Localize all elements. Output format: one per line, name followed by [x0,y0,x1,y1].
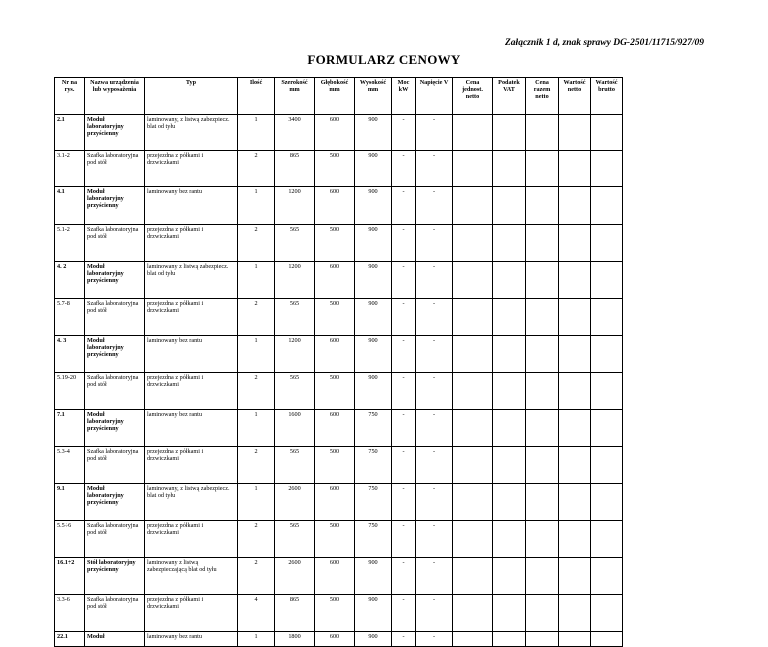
total-net [526,151,559,187]
power-kw: - [392,151,416,187]
quantity: 2 [238,299,275,336]
unit-price-net [453,447,493,484]
table-row [55,595,623,632]
quantity: 2 [238,558,275,595]
total-net [526,299,559,336]
item-type: przejezdna z półkami i drzwiczkami [145,299,238,336]
item-type: laminowany, z listwą zabezpiecz. blat od tyłu [145,115,238,151]
power-kw: - [392,299,416,336]
width-mm: 565 [275,373,315,410]
width-mm: 865 [275,151,315,187]
row-number: 22.1 [55,632,85,647]
value-net [559,373,591,410]
unit-price-net [453,595,493,632]
row-number: 5.5÷6 [55,521,85,558]
vat [493,262,526,299]
item-name: Moduł laboratoryjny przyścienny [85,410,145,447]
table-row [55,447,623,484]
item-name: Moduł laboratoryjny przyścienny [85,262,145,299]
height-mm: 750 [355,521,392,558]
unit-price-net [453,336,493,373]
depth-mm: 600 [315,336,355,373]
depth-mm: 500 [315,447,355,484]
depth-mm: 600 [315,632,355,647]
voltage-v: - [416,115,453,151]
item-type: laminowany z listwą zabezpiecz. blat od tyłu [145,262,238,299]
vat [493,225,526,262]
item-name: Szafka laboratoryjna pod stół [85,447,145,484]
width-mm: 1200 [275,336,315,373]
total-net [526,558,559,595]
table-row [55,373,623,410]
value-gross [591,373,623,410]
item-name: Moduł laboratoryjny przyścienny [85,115,145,151]
value-net [559,151,591,187]
depth-mm: 600 [315,115,355,151]
unit-price-net [453,225,493,262]
total-net [526,373,559,410]
power-kw: - [392,225,416,262]
vat [493,595,526,632]
width-mm: 565 [275,447,315,484]
vat [493,447,526,484]
power-kw: - [392,336,416,373]
quantity: 1 [238,336,275,373]
table-row [55,115,623,151]
voltage-v: - [416,484,453,521]
column-header: Wartość netto [559,78,591,115]
depth-mm: 500 [315,373,355,410]
value-gross [591,632,623,647]
power-kw: - [392,558,416,595]
quantity: 2 [238,151,275,187]
value-net [559,187,591,225]
item-type: przejezdna z półkami i drzwiczkami [145,595,238,632]
height-mm: 900 [355,632,392,647]
total-net [526,336,559,373]
depth-mm: 600 [315,187,355,225]
unit-price-net [453,262,493,299]
unit-price-net [453,410,493,447]
item-name: Szafka laboratoryjna pod stół [85,521,145,558]
column-header: Wysokość mm [355,78,392,115]
item-type: laminowany z listwą zabezpieczającą blat od tyłu [145,558,238,595]
row-number: 5.3-4 [55,447,85,484]
width-mm: 1200 [275,187,315,225]
item-type: laminowany bez rantu [145,336,238,373]
height-mm: 750 [355,447,392,484]
unit-price-net [453,187,493,225]
quantity: 2 [238,521,275,558]
item-type: przejezdna z półkami i drzwiczkami [145,151,238,187]
row-number: 9.1 [55,484,85,521]
depth-mm: 500 [315,225,355,262]
table-header-row [55,78,623,115]
value-net [559,115,591,151]
value-net [559,484,591,521]
power-kw: - [392,632,416,647]
voltage-v: - [416,632,453,647]
value-gross [591,521,623,558]
voltage-v: - [416,558,453,595]
item-type: przejezdna z półkami i drzwiczkami [145,225,238,262]
value-gross [591,447,623,484]
value-gross [591,336,623,373]
width-mm: 865 [275,595,315,632]
quantity: 1 [238,187,275,225]
voltage-v: - [416,410,453,447]
row-number: 7.1 [55,410,85,447]
table-row [55,187,623,225]
width-mm: 2600 [275,558,315,595]
table-row [55,225,623,262]
price-form-table [54,77,623,647]
item-name: Stół laboratoryjny przyścienny [85,558,145,595]
quantity: 1 [238,262,275,299]
quantity: 4 [238,595,275,632]
column-header: Ilość [238,78,275,115]
width-mm: 565 [275,299,315,336]
vat [493,373,526,410]
table-row [55,299,623,336]
column-header: Szerokość mm [275,78,315,115]
row-number: 2.1 [55,115,85,151]
value-net [559,632,591,647]
width-mm: 2600 [275,484,315,521]
unit-price-net [453,115,493,151]
total-net [526,410,559,447]
power-kw: - [392,115,416,151]
column-header: Typ [145,78,238,115]
voltage-v: - [416,373,453,410]
value-net [559,225,591,262]
vat [493,484,526,521]
total-net [526,187,559,225]
table-row [55,484,623,521]
quantity: 1 [238,484,275,521]
depth-mm: 600 [315,484,355,521]
value-net [559,447,591,484]
depth-mm: 600 [315,410,355,447]
item-name: Moduł laboratoryjny przyścienny [85,484,145,521]
row-number: 5.1-2 [55,225,85,262]
width-mm: 1800 [275,632,315,647]
height-mm: 900 [355,225,392,262]
height-mm: 900 [355,595,392,632]
value-gross [591,299,623,336]
column-header: Cena jednost. netto [453,78,493,115]
vat [493,521,526,558]
value-net [559,410,591,447]
row-number: 4. 2 [55,262,85,299]
quantity: 2 [238,225,275,262]
height-mm: 900 [355,299,392,336]
attachment-reference: Załącznik 1 d, znak sprawy DG-2501/11715/927/09 [505,38,704,48]
unit-price-net [453,299,493,336]
item-name: Szafka laboratoryjna pod stół [85,299,145,336]
item-type: laminowany bez rantu [145,187,238,225]
column-header: Nazwa urządzenia lub wyposażenia [85,78,145,115]
item-name: Moduł laboratoryjny przyścienny [85,336,145,373]
depth-mm: 600 [315,262,355,299]
depth-mm: 500 [315,595,355,632]
item-name: Szafka laboratoryjna pod stół [85,225,145,262]
vat [493,558,526,595]
item-type: laminowany bez rantu [145,632,238,647]
total-net [526,115,559,151]
value-net [559,336,591,373]
row-number: 3.3-6 [55,595,85,632]
item-name: Moduł laboratoryjny przyścienny [85,187,145,225]
height-mm: 900 [355,151,392,187]
width-mm: 1600 [275,410,315,447]
quantity: 1 [238,115,275,151]
value-net [559,521,591,558]
quantity: 2 [238,447,275,484]
unit-price-net [453,558,493,595]
table-row [55,336,623,373]
item-type: laminowany bez rantu [145,410,238,447]
height-mm: 900 [355,187,392,225]
item-type: przejezdna z półkami i drzwiczkami [145,373,238,410]
vat [493,187,526,225]
height-mm: 900 [355,115,392,151]
width-mm: 3400 [275,115,315,151]
total-net [526,521,559,558]
vat [493,336,526,373]
row-number: 3.1-2 [55,151,85,187]
vat [493,151,526,187]
value-gross [591,262,623,299]
voltage-v: - [416,336,453,373]
power-kw: - [392,595,416,632]
table-row [55,410,623,447]
value-gross [591,484,623,521]
value-net [559,558,591,595]
column-header: Napięcie V [416,78,453,115]
total-net [526,632,559,647]
row-number: 4.1 [55,187,85,225]
vat [493,632,526,647]
total-net [526,447,559,484]
total-net [526,262,559,299]
unit-price-net [453,521,493,558]
power-kw: - [392,262,416,299]
quantity: 1 [238,410,275,447]
value-net [559,299,591,336]
height-mm: 900 [355,262,392,299]
item-name: Szafka laboratoryjna pod stół [85,151,145,187]
vat [493,410,526,447]
width-mm: 565 [275,521,315,558]
unit-price-net [453,373,493,410]
voltage-v: - [416,299,453,336]
table-row [55,151,623,187]
voltage-v: - [416,187,453,225]
unit-price-net [453,151,493,187]
value-gross [591,187,623,225]
vat [493,299,526,336]
item-type: przejezdna z półkami i drzwiczkami [145,521,238,558]
depth-mm: 600 [315,558,355,595]
depth-mm: 500 [315,299,355,336]
width-mm: 565 [275,225,315,262]
power-kw: - [392,447,416,484]
height-mm: 750 [355,410,392,447]
width-mm: 1200 [275,262,315,299]
column-header: Cena razem netto [526,78,559,115]
value-gross [591,595,623,632]
power-kw: - [392,410,416,447]
value-net [559,262,591,299]
item-name: Moduł [85,632,145,647]
column-header: Moc kW [392,78,416,115]
value-gross [591,410,623,447]
quantity: 2 [238,373,275,410]
voltage-v: - [416,447,453,484]
power-kw: - [392,521,416,558]
table-row [55,521,623,558]
unit-price-net [453,632,493,647]
depth-mm: 500 [315,151,355,187]
height-mm: 750 [355,484,392,521]
item-name: Szafka laboratoryjna pod stół [85,373,145,410]
item-type: przejezdna z półkami i drzwiczkami [145,447,238,484]
vat [493,115,526,151]
height-mm: 900 [355,336,392,373]
table-row [55,632,623,647]
total-net [526,484,559,521]
total-net [526,225,559,262]
row-number: 4. 3 [55,336,85,373]
row-number: 5.7-8 [55,299,85,336]
depth-mm: 500 [315,521,355,558]
voltage-v: - [416,262,453,299]
height-mm: 900 [355,373,392,410]
value-net [559,595,591,632]
value-gross [591,558,623,595]
column-header: Głębokość mm [315,78,355,115]
unit-price-net [453,484,493,521]
table-row [55,262,623,299]
column-header: Nr na rys. [55,78,85,115]
row-number: 5.19-20 [55,373,85,410]
table-row [55,558,623,595]
column-header: Podatek VAT [493,78,526,115]
height-mm: 900 [355,558,392,595]
voltage-v: - [416,521,453,558]
total-net [526,595,559,632]
page-title: FORMULARZ CENOWY [307,52,461,67]
voltage-v: - [416,151,453,187]
voltage-v: - [416,595,453,632]
quantity: 1 [238,632,275,647]
value-gross [591,115,623,151]
item-name: Szafka laboratoryjna pod stół [85,595,145,632]
value-gross [591,225,623,262]
row-number: 16.1÷2 [55,558,85,595]
power-kw: - [392,187,416,225]
item-type: laminowany, z listwą zabezpiecz. blat od tyłu [145,484,238,521]
column-header: Wartość brutto [591,78,623,115]
voltage-v: - [416,225,453,262]
power-kw: - [392,484,416,521]
value-gross [591,151,623,187]
power-kw: - [392,373,416,410]
